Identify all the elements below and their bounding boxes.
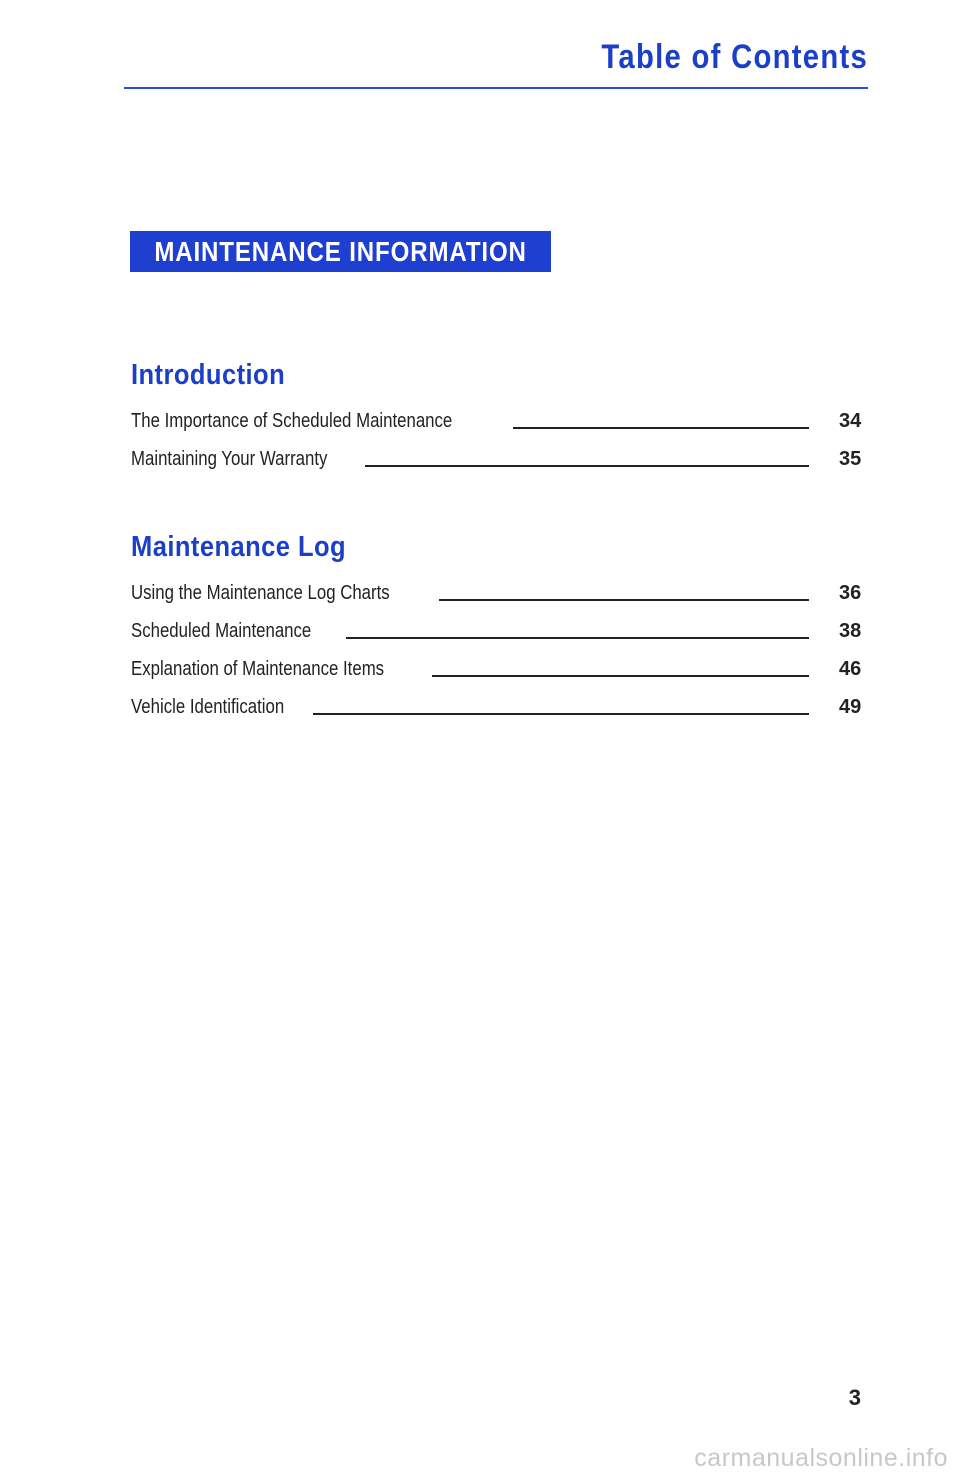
toc-leader-line: [346, 637, 809, 639]
watermark-text: carmanualsonline.info: [694, 1444, 948, 1472]
toc-entry[interactable]: [131, 395, 861, 433]
section-banner-label: MAINTENANCE INFORMATION: [154, 235, 527, 267]
toc-leader-line: [365, 465, 809, 467]
toc-leader-line: [313, 713, 809, 715]
toc-entry-page: 34: [839, 410, 862, 432]
toc-entry-page: 38: [839, 620, 862, 642]
toc-leader-line: [432, 675, 809, 677]
toc-entry[interactable]: [131, 643, 861, 681]
toc-entry-label: Scheduled Maintenance: [131, 620, 312, 642]
toc-entry-page: 35: [839, 448, 862, 470]
toc-entry[interactable]: [131, 433, 861, 471]
toc-entry-label: Explanation of Maintenance Items: [131, 658, 385, 680]
toc-entry[interactable]: [131, 567, 861, 605]
toc-entry-label: Using the Maintenance Log Charts: [131, 582, 390, 604]
toc-leader-line: [513, 427, 809, 429]
toc-leader-line: [439, 599, 809, 601]
page-number: 3: [848, 1385, 861, 1410]
header-divider: [124, 87, 868, 89]
toc-entry-page: 46: [839, 658, 862, 680]
toc-section-maintenance-log: [131, 529, 861, 719]
section-banner: [130, 231, 551, 272]
toc-entry-label: Vehicle Identification: [131, 696, 285, 718]
page-header-title: Table of Contents: [601, 38, 868, 76]
toc-entry-label: Maintaining Your Warranty: [131, 448, 328, 470]
toc-section-title: Introduction: [131, 359, 286, 391]
toc-section-title: Maintenance Log: [131, 531, 347, 563]
toc-section-introduction: [131, 357, 861, 471]
toc-entry-page: 49: [839, 696, 862, 718]
toc-entry-label: The Importance of Scheduled Maintenance: [131, 410, 453, 432]
toc-entry[interactable]: [131, 605, 861, 643]
toc-entry[interactable]: [131, 681, 861, 719]
toc-entry-page: 36: [839, 582, 862, 604]
